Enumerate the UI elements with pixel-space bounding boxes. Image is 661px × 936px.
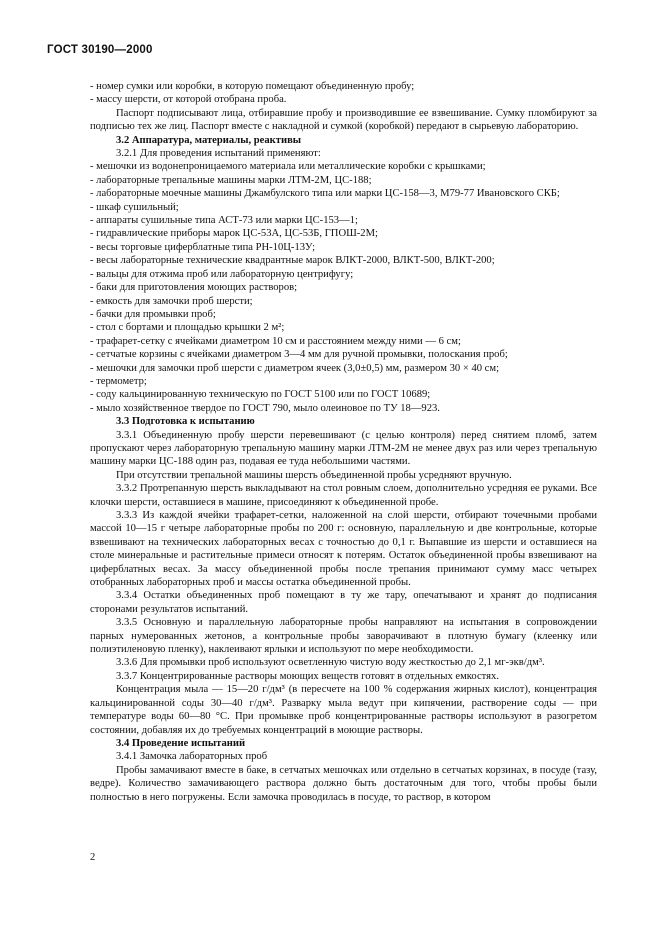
- list-item: - мешочки для замочки проб шерсти с диаметром ячеек (3,0±0,5) мм, размером 30 × 40 см;: [90, 362, 500, 374]
- document-body: [90, 80, 597, 804]
- section-heading: 3.4 Проведение испытаний: [116, 737, 246, 749]
- list-item: - сетчатые корзины с ячейками диаметром 3—4 мм для ручной промывки, полоскания проб;: [90, 349, 508, 361]
- paragraph: 3.4.1 Замочка лабораторных проб: [116, 751, 268, 763]
- paragraph: 3.3.7 Концентрированные растворы моющих веществ готовят в отдельных емкостях.: [116, 670, 499, 682]
- list-item: - шкаф сушильный;: [90, 201, 179, 213]
- paragraph: 3.3.4 Остатки объединенных проб помещают в ту же тару, опечатывают и хранят до подписания сторонами результатов испытаний.: [90, 590, 597, 615]
- list-item: - бачки для промывки проб;: [90, 308, 216, 320]
- section-heading: 3.2 Аппаратура, материалы, реактивы: [116, 134, 302, 146]
- paragraph: 3.3.2 Протрепанную шерсть выкладывают на стол ровным слоем, дополнительно усредняя ее руками. Все клочки шерсти, оставшиеся в машине, присоединяют к объединенной пробе.: [90, 483, 597, 508]
- paragraph: Концентрация мыла — 15—20 г/дм³ (в пересчете на 100 % содержания жирных кислот), концентрация кальцинированной соды 30—40 г/дм³. Разварку мыла ведут при кипячении, растворение соды — при температуре воды 60—80 °С. При промывке проб концентрированные растворы используют в разогретом состоянии, добавляя их до требуемых концентраций в моющие растворы.: [90, 684, 597, 736]
- list-item: - стол с бортами и площадью крышки 2 м²;: [90, 322, 285, 334]
- page-number: 2: [90, 852, 96, 863]
- paragraph: 3.3.3 Из каждой ячейки трафарет-сетки, наложенной на слой шерсти, отбирают точечными пробами массой 10—15 г четыре лабораторные пробы по 200 г: основную, параллельную и две контрольные, которые взвешивают на технических лабораторных весах с точностью до 0,1 г. Выпавшие из шерсти и оставшиеся на столе минеральные и растительные примеси относят к потерям. Остаток объединенной пробы взвешивают на циферблатных весах. За массу объединенной пробы после трепания принимают сумму масс четырех отобранных лабораторных проб и массы остатка объединенной пробы.: [90, 510, 597, 589]
- list-item: - лабораторные моечные машины Джамбулского типа или марки ЦС-158—3, М79-77 Ивановского СКБ;: [90, 188, 560, 200]
- list-item: - весы лабораторные технические квадрантные марок ВЛКТ-2000, ВЛКТ-500, ВЛКТ-200;: [90, 255, 495, 267]
- section-heading: 3.3 Подготовка к испытанию: [116, 416, 255, 428]
- paragraph: 3.3.1 Объединенную пробу шерсти перевешивают (с целью контроля) перед снятием пломб, затем пропускают через лабораторную трепальную машину марки ЛТМ-2М не менее двух раз или через трепальную машину марки ЦС-188 один раз, подавая ее туда небольшими частями.: [90, 429, 597, 468]
- list-item: - лабораторные трепальные машины марки ЛТМ-2М, ЦС-188;: [90, 174, 372, 186]
- paragraph: 3.3.5 Основную и параллельную лабораторные пробы направляют на испытания в сопровождении парных нумерованных жетонов, а контрольные пробы заворачивают в плотную бумагу (клеенку или полиэтиленовую пленку), наклеивают ярлыки и используют по мере необходимости.: [90, 617, 597, 656]
- list-item: - термометр;: [90, 375, 147, 387]
- paragraph: Пробы замачивают вместе в баке, в сетчатых мешочках или отдельно в сетчатых корзинах, в посуде (тазу, ведре). Количество замачивающего раствора должно быть достаточным для того, чтобы пробы были полностью в него погружены. Если замочка проводилась в посуде, то раствор, в котором: [90, 764, 597, 803]
- list-item: - номер сумки или коробки, в которую помещают объединенную пробу;: [90, 81, 415, 92]
- list-item: - баки для приготовления моющих растворов;: [90, 282, 298, 294]
- list-item: - мыло хозяйственное твердое по ГОСТ 790, мыло олеиновое по ТУ 18—923.: [90, 402, 440, 414]
- list-item: - массу шерсти, от которой отобрана проба.: [90, 94, 287, 106]
- paragraph: 3.3.6 Для промывки проб используют осветленную чистую воду жесткостью до 2,1 мг-экв/дм³.: [116, 657, 545, 669]
- list-item: - мешочки из водонепроницаемого материала или металлические коробки с крышками;: [90, 161, 486, 173]
- list-item: - аппараты сушильные типа АСТ-73 или марки ЦС-153—1;: [90, 215, 358, 227]
- list-item: - вальцы для отжима проб или лабораторную центрифугу;: [90, 268, 354, 280]
- list-item: - трафарет-сетку с ячейками диаметром 10 см и расстоянием между ними — 6 см;: [90, 335, 461, 347]
- paragraph: При отсутствии трепальной машины шерсть объединенной пробы усредняют вручную.: [116, 469, 512, 481]
- list-item: - соду кальцинированную техническую по ГОСТ 5100 или по ГОСТ 10689;: [90, 389, 431, 401]
- list-item: - гидравлические приборы марок ЦС-53А, ЦС-53Б, ГПОШ-2М;: [90, 228, 378, 240]
- list-item: - весы торговые циферблатные типа РН-10Ц-13У;: [90, 241, 316, 253]
- document-header: ГОСТ 30190—2000: [47, 44, 153, 56]
- paragraph: Паспорт подписывают лица, отбиравшие пробу и производившие ее взвешивание. Сумку пломбируют за подписью тех же лиц. Паспорт вместе с накладной и сумкой (коробкой) передают в сырьевую лабораторию.: [90, 107, 597, 133]
- list-item: - емкость для замочки проб шерсти;: [90, 295, 253, 307]
- paragraph: 3.2.1 Для проведения испытаний применяют:: [116, 148, 321, 160]
